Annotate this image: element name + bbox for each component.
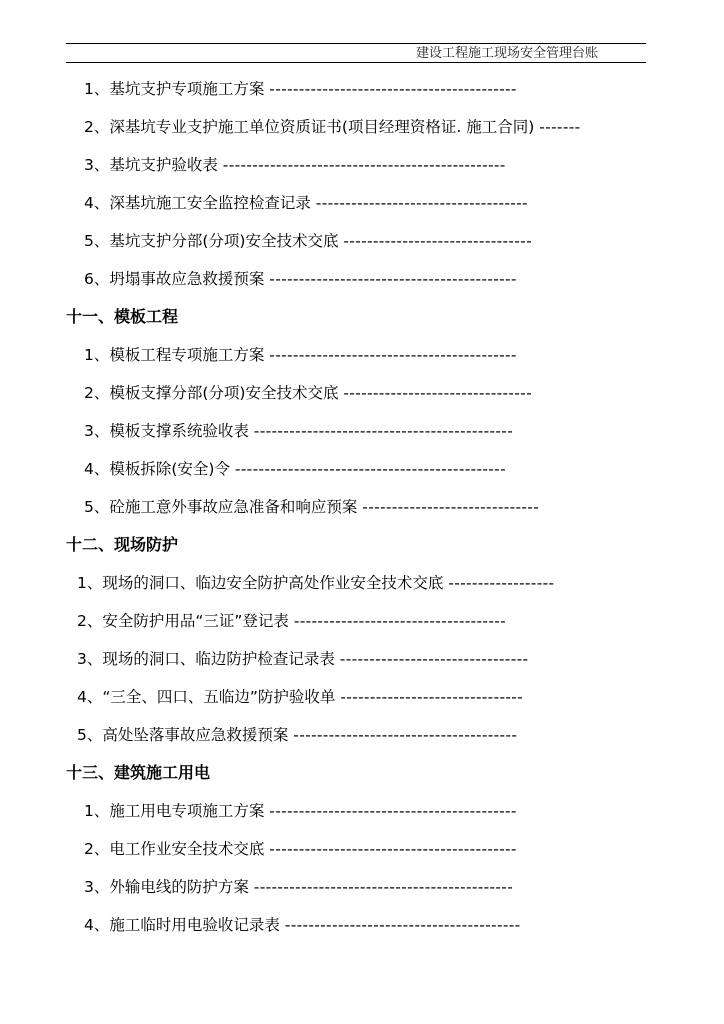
section-heading xyxy=(0,754,724,792)
toc-entry-title: 2、模板支撑分部(分项)安全技术交底 xyxy=(84,384,344,402)
toc-entry xyxy=(0,260,724,298)
toc-entry-title: 4、深基坑施工安全监控检查记录 xyxy=(84,194,316,212)
toc-entry xyxy=(0,868,724,906)
toc-entry-leader: -------------------------------------------- xyxy=(253,422,514,440)
toc-entry-leader: ---------------------------------------- xyxy=(284,916,521,934)
toc-entry-leader: ------------------------------------ xyxy=(293,612,507,630)
toc-entry-title: 2、安全防护用品“三证”登记表 xyxy=(77,612,294,630)
toc-entry xyxy=(0,412,724,450)
toc-entry-title: 5、砼施工意外事故应急准备和响应预案 xyxy=(84,498,363,516)
toc-entry-leader: -------------------------------- xyxy=(343,384,532,402)
section-heading xyxy=(0,526,724,564)
toc-entry-leader: ------------------------------------------------ xyxy=(222,156,506,174)
toc-entry-leader: -------------------------------- xyxy=(339,650,529,668)
toc-entry-title: 3、现场的洞口、临边防护检查记录表 xyxy=(77,650,340,668)
toc-entry-title: 3、模板支撑系统验收表 xyxy=(84,422,254,440)
toc-entry-title: 1、基坑支护专项施工方案 xyxy=(84,80,270,98)
table-of-contents xyxy=(0,70,724,944)
section-heading-text: 十三、建筑施工用电 xyxy=(66,763,211,782)
toc-entry-leader: ------------------------------------------ xyxy=(269,802,517,820)
toc-entry xyxy=(0,830,724,868)
toc-entry xyxy=(0,146,724,184)
section-heading-text: 十一、模板工程 xyxy=(66,307,179,326)
toc-entry-title: 1、现场的洞口、临边安全防护高处作业安全技术交底 xyxy=(77,574,449,592)
toc-entry-leader: ------------------------------------------ xyxy=(269,840,517,858)
toc-entry-title: 2、电工作业安全技术交底 xyxy=(84,840,270,858)
section-heading xyxy=(0,298,724,336)
toc-entry xyxy=(0,716,724,754)
toc-entry-title: 1、模板工程专项施工方案 xyxy=(84,346,270,364)
toc-entry xyxy=(0,336,724,374)
toc-entry xyxy=(0,602,724,640)
toc-entry xyxy=(0,564,724,602)
toc-entry-leader: ---------------------------------------------- xyxy=(234,460,506,478)
toc-entry-leader: ------------------------------------------ xyxy=(269,346,517,364)
toc-entry-leader: ------- xyxy=(539,118,581,136)
toc-entry-leader: ------------------------------ xyxy=(362,498,540,516)
toc-entry-leader: ------------------------------------------ xyxy=(269,80,517,98)
toc-entry-title: 4、施工临时用电验收记录表 xyxy=(84,916,285,934)
toc-entry-leader: ------------------ xyxy=(448,574,555,592)
toc-entry xyxy=(0,70,724,108)
section-heading-text: 十二、现场防护 xyxy=(66,535,179,554)
toc-entry-leader: ------------------------------- xyxy=(340,688,524,706)
toc-entry-title: 3、外输电线的防护方案 xyxy=(84,878,254,896)
toc-entry-leader: ------------------------------------ xyxy=(315,194,528,212)
toc-entry-title: 5、基坑支护分部(分项)安全技术交底 xyxy=(84,232,344,250)
toc-entry xyxy=(0,678,724,716)
page-header-title: 建设工程施工现场安全管理台账 xyxy=(415,46,598,61)
toc-entry xyxy=(0,906,724,944)
toc-entry-leader: -------------------------------------------- xyxy=(253,878,514,896)
toc-entry-title: 1、施工用电专项施工方案 xyxy=(84,802,270,820)
toc-entry-title: 5、高处坠落事故应急救援预案 xyxy=(77,726,294,744)
toc-entry xyxy=(0,792,724,830)
toc-entry-title: 3、基坑支护验收表 xyxy=(84,156,223,174)
page-header xyxy=(66,43,646,63)
toc-entry xyxy=(0,374,724,412)
toc-entry-title: 6、坍塌事故应急救援预案 xyxy=(84,270,270,288)
toc-entry-leader: ------------------------------------------ xyxy=(269,270,517,288)
toc-entry-title: 2、深基坑专业支护施工单位资质证书(项目经理资格证. 施工合同) xyxy=(84,118,540,136)
toc-entry xyxy=(0,108,724,146)
toc-entry-leader: -------------------------------- xyxy=(343,232,532,250)
toc-entry xyxy=(0,640,724,678)
toc-entry-leader: -------------------------------------- xyxy=(293,726,518,744)
toc-entry-title: 4、“三全、四口、五临边”防护验收单 xyxy=(77,688,341,706)
toc-entry-title: 4、模板拆除(安全)令 xyxy=(84,460,235,478)
toc-entry xyxy=(0,488,724,526)
toc-entry xyxy=(0,222,724,260)
toc-entry xyxy=(0,450,724,488)
toc-entry xyxy=(0,184,724,222)
